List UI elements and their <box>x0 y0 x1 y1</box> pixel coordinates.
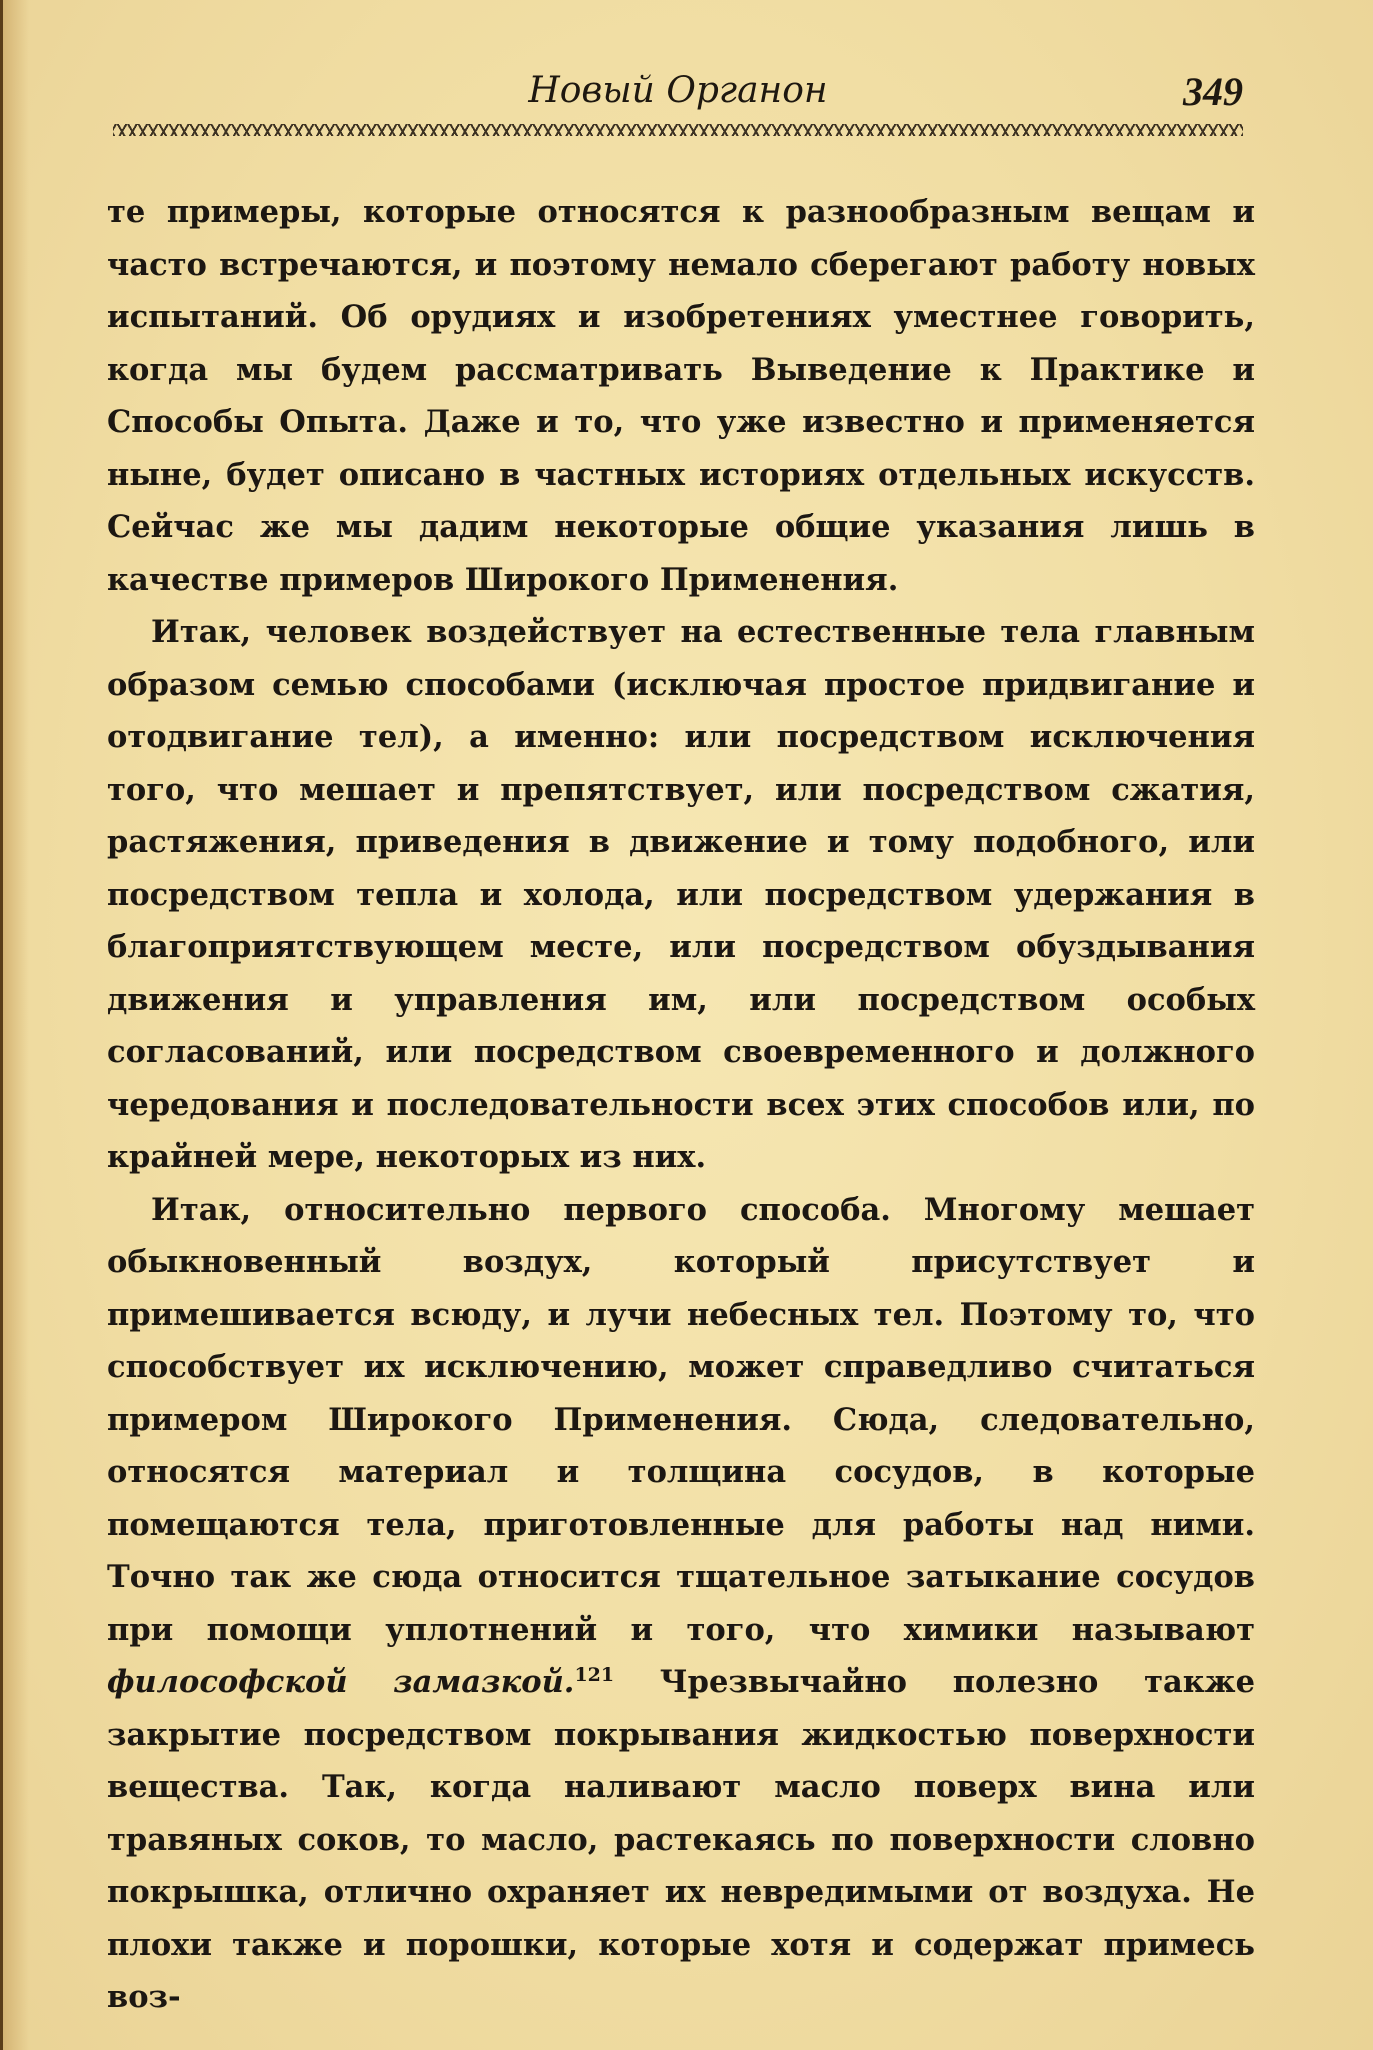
italic-term: философской замазкой. <box>107 1664 575 1700</box>
paragraph-2: Итак, человек воздействует на естественные тела главным образом семью способами (исключая простое придвигание и отодвигание тел), а именно: или посредством исключения того, что мешает и препятствует, или посредством сжатия, растяжения, приведения в движение и тому подобного, или посредством тепла и холода, или посредством удержания в благоприятствующем месте, или посредством обуздывания движения и управления им, или посредством особых согласований, или посредством своевременного и должного чередования и последовательности всех этих способов или, по крайней мере, некоторых из них. <box>107 614 1255 1175</box>
page-header <box>113 62 1243 122</box>
paragraph-3 <box>107 1184 1255 2024</box>
paragraph-3-start: Итак, относительно первого способа. Многому мешает обыкновенный воздух, который присутствует и примешивается всюду, и лучи небесных тел. Поэтому то, что способствует их исключению, может справедливо считаться примером Широкого Применения. Сюда, следовательно, относятся материал и толщина сосудов, в которые помещаются тела, приготовленные для работы над ними. Точно так же сюда относится тщательное затыкание сосудов при помощи уплотнений и того, что химики называют <box>107 1191 1255 1648</box>
body-text <box>107 186 1255 2024</box>
paragraph-1: те примеры, которые относятся к разнообразным вещам и часто встречаются, и поэтому немало сберегают работу новых испытаний. Об орудиях и изобретениях уместнее говорить, когда мы будем рассматривать Выведение к Практике и Способы Опыта. Даже и то, что уже известно и применяется ныне, будет описано в частных историях отдельных искусств. Сейчас же мы дадим некоторые общие указания лишь в качестве примеров Широкого Применения. <box>107 194 1255 598</box>
page-number: 349 <box>1183 69 1243 114</box>
paragraph-3-end: Чрезвычайно полезно также закрытие посредством покрывания жидкостью поверхности вещества. Так, когда наливают масло поверх вина или травяных соков, то масло, растекаясь по поверхности словно покрышка, отлично охраняет их невредимыми от воздуха. Не плохи также и порошки, которые хотя и содержат примесь воз- <box>107 1664 1255 2015</box>
running-title: Новый Органон <box>528 70 828 111</box>
page-edge-shadow <box>3 0 29 2050</box>
footnote-reference[interactable]: 121 <box>574 1663 615 1686</box>
header-ornament-rule <box>113 124 1243 136</box>
